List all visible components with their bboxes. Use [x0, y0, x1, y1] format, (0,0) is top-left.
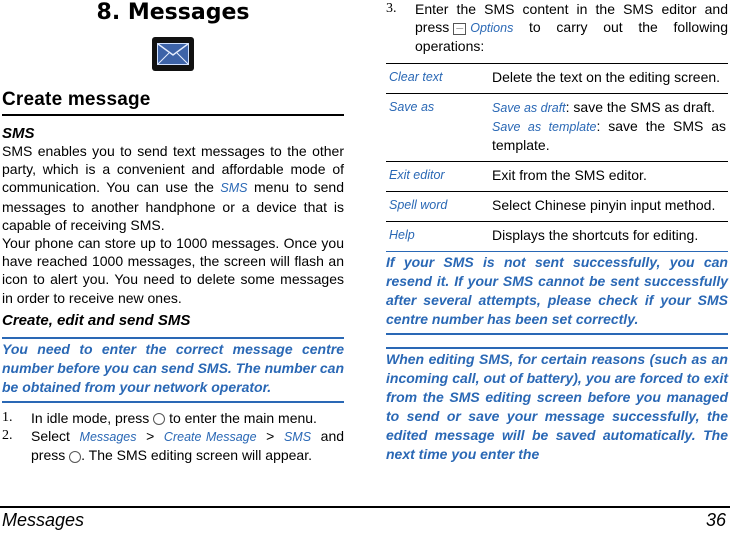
resend-note: If your SMS is not sent successfully, you can resend it. If your SMS cannot be sent successfully after several attempts, please check if your SMS centre number has been set correctly. — [386, 251, 728, 335]
op-term: Clear text — [389, 69, 443, 84]
op-desc: Select Chinese pinyin input method. — [492, 196, 716, 213]
op-desc: Displays the shortcuts for editing. — [492, 226, 699, 243]
ok-key-icon — [153, 413, 165, 425]
create-message-heading: Create message — [2, 89, 344, 116]
steps-list-right — [386, 0, 728, 56]
op-term: Spell word — [389, 197, 448, 212]
autosave-note: When editing SMS, for certain reasons (such as an incoming call, out of battery), you are forced to exit from the SMS editing screen before you managed to send or save your message successfully, the edited message will be saved automatically. The next time you enter the — [386, 347, 728, 468]
op-term: Exit editor — [389, 167, 445, 182]
sms-subheading: SMS — [2, 125, 35, 142]
chapter-title: 8. Messages — [96, 0, 250, 25]
messages-icon-wrap — [2, 37, 344, 71]
footer-divider — [0, 506, 730, 508]
right-column — [386, 0, 728, 468]
op-term: Save as — [389, 99, 435, 114]
footer-section-name: Messages — [2, 510, 85, 530]
left-column — [2, 0, 344, 464]
list-item: 3. Enter the SMS content in the SMS editor and press — Options to carry out the following operations: — [386, 1, 729, 55]
ok-key-icon — [69, 451, 81, 463]
sms-storage-paragraph: Your phone can store up to 1000 messages. Once you have reached 1000 messages, the screen will flash an icon to alert you. You need to delete some messages in order to receive new ones. — [2, 235, 344, 306]
list-item: 2. Select Messages > Create Message > SMS and press . The SMS editing screen will appear. — [2, 428, 345, 464]
left-softkey-icon: — — [453, 23, 466, 35]
message-centre-note: You need to enter the correct message centre number before you can send SMS. The number can be obtained from your network operator. — [2, 337, 344, 403]
op-desc: Delete the text on the editing screen. — [492, 68, 721, 85]
op-desc: Save as draft: save the SMS as draft. Save as template: save the SMS as template. — [492, 98, 726, 153]
steps-list-left — [2, 409, 344, 465]
page-number: 36 — [705, 510, 726, 530]
table-row — [386, 161, 728, 191]
operations-table — [386, 63, 728, 251]
table-row — [386, 191, 728, 221]
table-row — [386, 63, 728, 93]
table-row — [386, 93, 728, 161]
list-item: 1. In idle mode, press to enter the main menu. — [2, 409, 317, 426]
envelope-icon — [152, 37, 194, 71]
sms-menu-link: SMS — [220, 181, 248, 196]
op-desc: Exit from the SMS editor. — [492, 166, 647, 183]
sms-intro-paragraph: SMS enables you to send text messages to the other party, which is a convenient and affordable mode of communication. You can use the SMS menu to send messages to another handphone or a device that is capable of receiving SMS. — [2, 143, 345, 233]
create-edit-send-subheading: Create, edit and send SMS — [2, 311, 191, 329]
table-row — [386, 221, 728, 251]
op-term: Help — [389, 227, 415, 242]
